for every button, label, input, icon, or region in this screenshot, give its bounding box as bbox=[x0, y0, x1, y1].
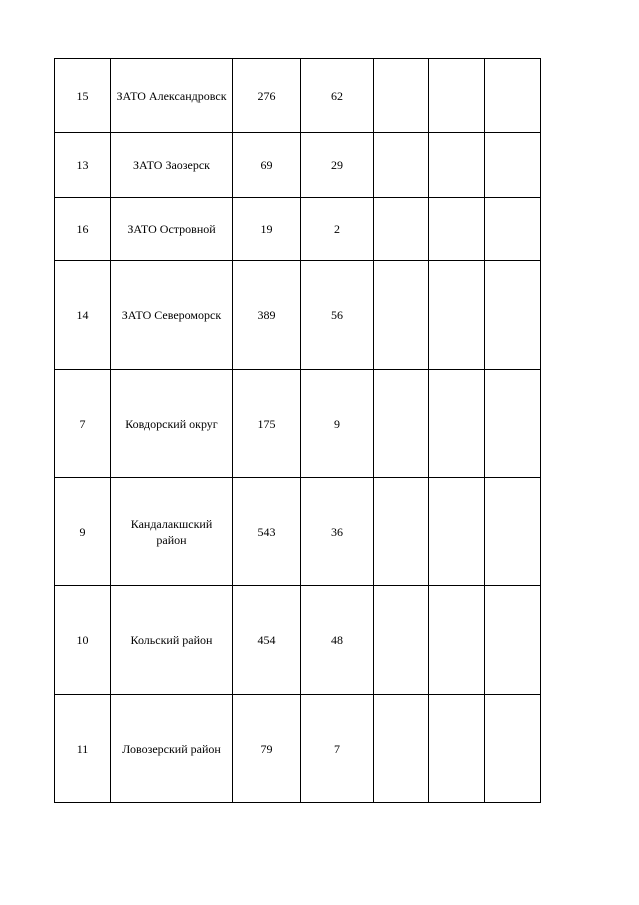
value-2: 36 bbox=[301, 478, 374, 586]
value-2: 62 bbox=[301, 59, 374, 133]
value-3 bbox=[374, 59, 429, 133]
value-4 bbox=[429, 586, 485, 695]
value-2: 29 bbox=[301, 133, 374, 198]
value-5 bbox=[485, 133, 541, 198]
municipality-name: ЗАТО Заозерск bbox=[111, 133, 233, 198]
value-4 bbox=[429, 198, 485, 261]
value-4 bbox=[429, 59, 485, 133]
value-4 bbox=[429, 370, 485, 478]
value-1: 175 bbox=[233, 370, 301, 478]
data-table bbox=[54, 58, 541, 803]
value-4 bbox=[429, 261, 485, 370]
row-number: 10 bbox=[55, 586, 111, 695]
row-number: 15 bbox=[55, 59, 111, 133]
value-1: 79 bbox=[233, 695, 301, 803]
value-5 bbox=[485, 59, 541, 133]
value-1: 276 bbox=[233, 59, 301, 133]
value-1: 389 bbox=[233, 261, 301, 370]
municipality-name: ЗАТО Островной bbox=[111, 198, 233, 261]
value-3 bbox=[374, 370, 429, 478]
value-2: 48 bbox=[301, 586, 374, 695]
value-5 bbox=[485, 261, 541, 370]
table-row bbox=[55, 59, 541, 133]
value-5 bbox=[485, 695, 541, 803]
value-3 bbox=[374, 586, 429, 695]
value-1: 19 bbox=[233, 198, 301, 261]
value-1: 454 bbox=[233, 586, 301, 695]
value-2: 7 bbox=[301, 695, 374, 803]
value-1: 543 bbox=[233, 478, 301, 586]
row-number: 16 bbox=[55, 198, 111, 261]
row-number: 7 bbox=[55, 370, 111, 478]
value-2: 56 bbox=[301, 261, 374, 370]
value-3 bbox=[374, 478, 429, 586]
municipality-name: Кандалакшский район bbox=[111, 478, 233, 586]
row-number: 11 bbox=[55, 695, 111, 803]
value-3 bbox=[374, 198, 429, 261]
value-5 bbox=[485, 478, 541, 586]
value-3 bbox=[374, 695, 429, 803]
value-2: 9 bbox=[301, 370, 374, 478]
municipality-name: ЗАТО Александровск bbox=[111, 59, 233, 133]
value-3 bbox=[374, 133, 429, 198]
value-3 bbox=[374, 261, 429, 370]
value-2: 2 bbox=[301, 198, 374, 261]
municipality-name: Ловозерский район bbox=[111, 695, 233, 803]
value-5 bbox=[485, 198, 541, 261]
value-4 bbox=[429, 133, 485, 198]
table-row bbox=[55, 695, 541, 803]
municipality-name: Кольский район bbox=[111, 586, 233, 695]
value-1: 69 bbox=[233, 133, 301, 198]
value-5 bbox=[485, 370, 541, 478]
table-row bbox=[55, 586, 541, 695]
table-row bbox=[55, 198, 541, 261]
municipality-name: Ковдорский округ bbox=[111, 370, 233, 478]
municipality-name: ЗАТО Североморск bbox=[111, 261, 233, 370]
row-number: 13 bbox=[55, 133, 111, 198]
value-5 bbox=[485, 586, 541, 695]
row-number: 14 bbox=[55, 261, 111, 370]
value-4 bbox=[429, 478, 485, 586]
table-row bbox=[55, 261, 541, 370]
table-row bbox=[55, 133, 541, 198]
row-number: 9 bbox=[55, 478, 111, 586]
table-row bbox=[55, 478, 541, 586]
table-row bbox=[55, 370, 541, 478]
value-4 bbox=[429, 695, 485, 803]
